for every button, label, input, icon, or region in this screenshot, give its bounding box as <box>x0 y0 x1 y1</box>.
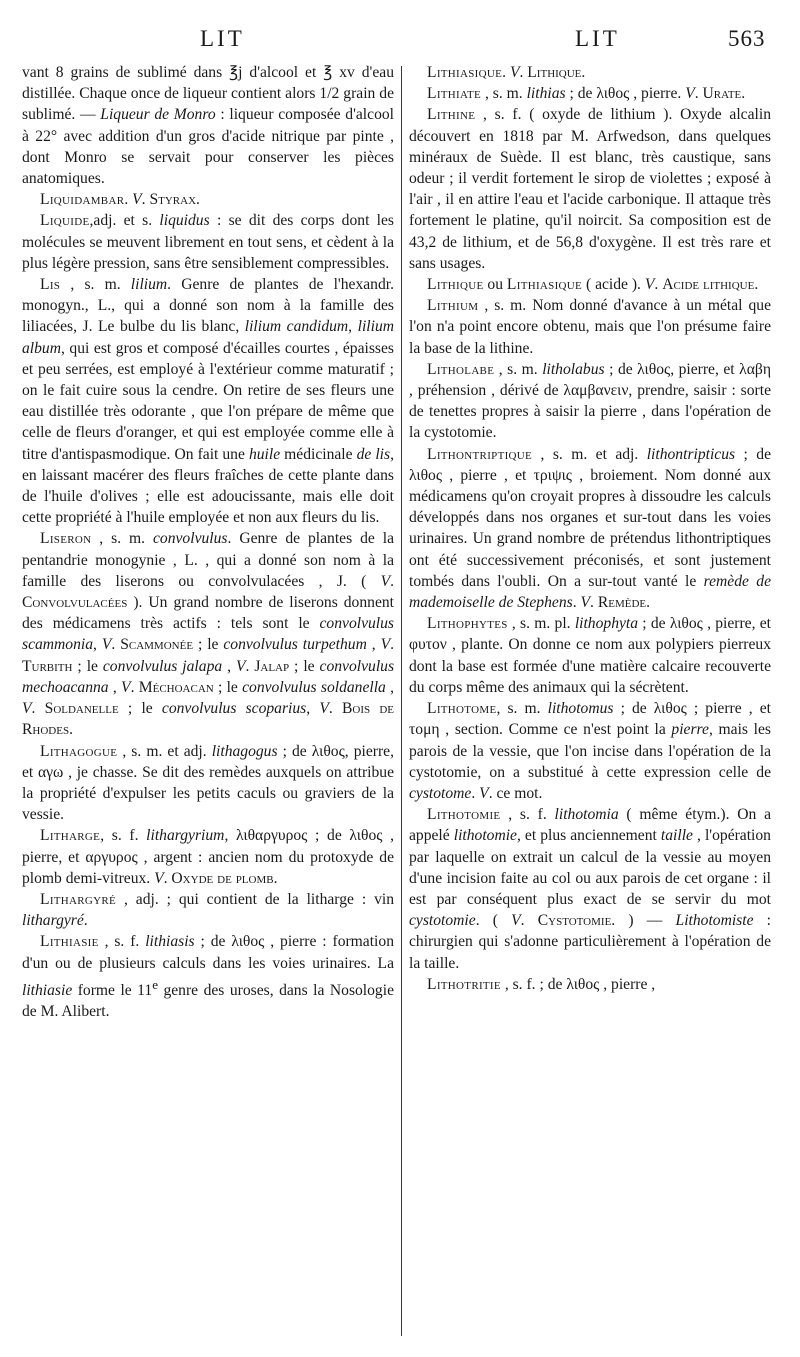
running-head <box>0 26 800 58</box>
dictionary-entry-lithargyre: Lithargyré , adj. ; qui contient de la litharge : vin lithargyré. <box>22 890 394 930</box>
dictionary-entry-lithotritie: Lithotritie , s. f. ; de λιθος , pierre , <box>427 975 656 993</box>
dictionary-entry-lithiasique: Lithiasique. V. Lithique. <box>427 64 586 81</box>
dictionary-entry-lithiasie: Lithiasie , s. f. lithiasis ; de λιθος , pierre : formation d'un ou de plusieurs calculs dans les voies urinaires. La lithiasie forme le 11e genre des uroses, dans la Nosologie de M. Alibert. <box>22 933 394 1021</box>
running-head-right: LIT <box>575 26 620 51</box>
dictionary-entry-liseron: Liseron , s. m. convolvulus. Genre de plantes de la pentandrie monogynie , L. , qui a donné son nom à la famille des liserons ou convolvulacées , J. ( V. Convolvulacées ). Un grand nombre de liserons donnent des médicamens très actifs : tels sont le convolvulus scammonia, V. Scammonée ; le convolvulus turpethum , V. Turbith ; le convolvulus jalapa , V. Jalap ; le convolvulus mechoacanna , V. Méchoacan ; le convolvulus soldanella , V. Soldanelle ; le convolvulus scoparius, V. Bois de Rhodes. <box>22 530 395 739</box>
dictionary-entry-lithiate: Lithiate , s. m. lithias ; de λιθος , pierre. V. Urate. <box>427 85 746 103</box>
dictionary-entry-lithagogue: Lithagogue , s. m. et adj. lithagogus ; de λιθος, pierre, et αγω , je chasse. Se dit des remèdes auxquels on attribue la propriété d'expulser les petits caculs ou graviers de la vessie. <box>22 742 394 824</box>
dictionary-entry-lithotome: Lithotome, s. m. lithotomus ; de λιθος ; pierre , et τομη , section. Comme ce n'est point la pierre, mais les parois de la vessie, que l'on incise dans l'opération de la cystotomie, on a substitué à cette expression celle de cystotome. V. ce mot. <box>409 700 771 802</box>
dictionary-entry-lithique: Lithique ou Lithiasique ( acide ). V. Acide lithique. <box>427 276 759 294</box>
page-number: 563 <box>728 26 766 51</box>
dictionary-entry-lithontriptique: Lithontriptique , s. m. et adj. lithontripticus ; de λιθος , pierre , et τριψις , broiement. Nom donné aux médicamens qu'on croyait propres à dissoudre les calculs développés dans nos organes et sur-tout dans les voies urinaires. Un grand nombre de prétendus lithontriptiques ont été successivement préconisés, et sont justement tombés dans l'oubli. On a sur-tout vanté le remède de mademoiselle de Stephens. V. Remède. <box>409 445 771 612</box>
dictionary-entry-litharge: Litharge, s. f. lithargyrium, λιθαργυρος ; de λιθος , pierre, et αργυρος , argent : ancien nom du protoxyde de plomb demi-vitreux. V. Oxyde de plomb. <box>22 827 394 887</box>
running-head-left: LIT <box>200 26 245 51</box>
dictionary-entry-lithine: Lithine , s. f. ( oxyde de lithium ). Oxyde alcalin découvert en 1818 par M. Arfwedson, dans quelques minéraux de Suède. Il est blanc, très caustique, sans odeur ; il verdit fortement le sirop de violettes ; exposé à l'air , il en attire l'eau et l'acide carbonique. Il attaque très fortement le platine, qu'il noircit. Sa composition est de 43,2 de lithium, et de 56,8 d'oxygène. Il est très rare et sans usages. <box>409 106 771 272</box>
dictionary-entry-lithotomie: Lithotomie , s. f. lithotomia ( même étym.). On a appelé lithotomie, et plus anciennement taille , l'opération par laquelle on extrait un calcul de la vessie au moyen d'une incision faite au col ou aux parois de cet organe : il est par conséquent plus exact de se servir du mot cystotomie. ( V. Cystotomie. ) — Lithotomiste : chirurgien qui s'adonne particulièrement à l'opération de la taille. <box>409 806 772 972</box>
dictionary-entry-liquide: Liquide,adj. et s. liquidus : se dit des corps dont les molécules se meuvent librement en tout sens, et cèdent à la plus légère pression, sans être sensiblement compressibles. <box>22 212 395 272</box>
dictionary-entry-lis: Lis , s. m. lilium. Genre de plantes de l'hexandr. monogyn., L., qui a donné son nom à la famille des liliacées, J. Le bulbe du lis blanc, lilium candidum, lilium album, qui est gros et composé d'écailles courtes , épaisses et peu serrées, est employé à l'extérieur comme maturatif ; on le fait cuire sous la cendre. On retire de ses fleurs une eau distillée très odorante , que l'on prépare de même que celle de fleurs d'oranger, et qui est employée comme elle à titre d'antispasmodique. On fait une huile médicinale de lis, en laissant macérer des fleurs fraîches de cette plante dans de l'huile d'olives ; elle est adoucissante, mais elle doit cette propriété à l'huile employée et non aux fleurs du lis. <box>22 276 394 527</box>
dictionary-entry-litholabe: Litholabe , s. m. litholabus ; de λιθος, pierre, et λαβη , préhension , dérivé de λαμβανειν, prendre, saisir : sorte de tenettes propres à saisir la pierre , dans l'opération de la cystotomie. <box>409 360 771 442</box>
dictionary-entry-lithium: Lithium , s. m. Nom donné d'avance à un métal que l'on n'a point encore obtenu, mais que l'on présume faire la base de la lithine. <box>409 297 771 357</box>
right-column <box>409 62 771 995</box>
dictionary-entry-cont-liqueur: vant 8 grains de sublimé dans ℥j d'alcool et ℥ xv d'eau distillée. Chaque once de liqueur contient alors 1/2 grain de sublimé. — Liqueur de Monro : liqueur composée d'alcool à 22° avec addition d'un gros d'acide nitrique par pinte , dont Monro se servait pour conserver les pièces anatomiques. <box>22 64 394 188</box>
dictionary-entry-lithophytes: Lithophytes , s. m. pl. lithophyta ; de λιθος , pierre, et φυτον , plante. On donne ce nom aux polypiers pierreux dont la base est formée d'une matière calcaire recouverte du corps même des animaux qui la sécrètent. <box>409 615 771 696</box>
left-column <box>22 62 394 1022</box>
dictionary-entry-liquidambar: Liquidambar. V. Styrax. <box>40 191 200 209</box>
column-divider <box>401 66 402 1336</box>
